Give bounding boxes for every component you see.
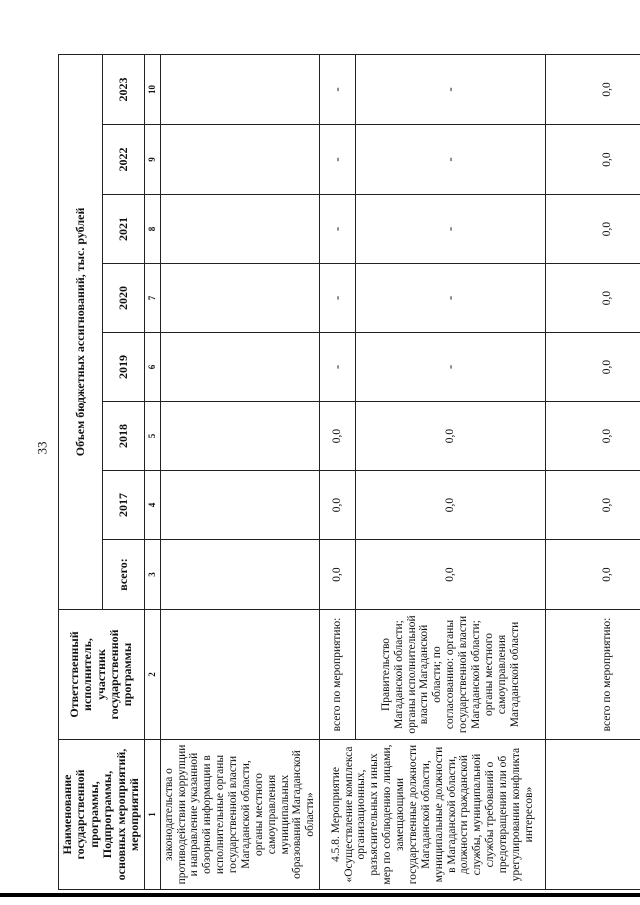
header-year: 2017 <box>102 471 144 540</box>
row-value: - <box>356 125 546 195</box>
table-row <box>160 54 320 889</box>
row-value <box>160 540 320 610</box>
table-row <box>546 54 640 889</box>
row-name: законодательства о противодействии коррупции и направление указанной обзорной информации в исполнительные органы государственной власти Магаданской области, органы местного самоуправления муниципальных образований Магаданской области» <box>160 740 320 890</box>
col-number: 3 <box>144 540 160 610</box>
bottom-rule <box>0 893 640 897</box>
row-value <box>160 195 320 264</box>
row-value: 0,0 <box>320 471 356 540</box>
row-value: 0,0 <box>320 402 356 471</box>
row-value: 0,0 <box>546 540 640 610</box>
col-number: 4 <box>144 471 160 540</box>
header-year: 2018 <box>102 402 144 471</box>
header-year: 2020 <box>102 264 144 333</box>
row-value: - <box>356 54 546 124</box>
col-number: 10 <box>144 54 160 124</box>
header-budget: Объем бюджетных ассигнований, тыс. рублей <box>59 54 103 609</box>
row-value: 0,0 <box>546 402 640 471</box>
row-executor-total: всего по мероприятию: <box>320 610 356 740</box>
row-value <box>160 264 320 333</box>
row-value <box>160 54 320 124</box>
col-number: 9 <box>144 125 160 195</box>
column-number-row <box>144 54 160 889</box>
header-year: 2021 <box>102 195 144 264</box>
page-number: 33 <box>34 441 50 455</box>
row-value: 0,0 <box>546 264 640 333</box>
budget-table <box>58 54 640 890</box>
row-value <box>160 333 320 402</box>
header-total: всего: <box>102 540 144 610</box>
row-value: - <box>356 195 546 264</box>
col-number: 8 <box>144 195 160 264</box>
header-executor: Ответственный исполнитель, участник государственной программы <box>59 610 145 740</box>
budget-table-container <box>58 55 638 890</box>
col-number: 6 <box>144 333 160 402</box>
col-number: 7 <box>144 264 160 333</box>
row-value: - <box>320 195 356 264</box>
row-value <box>160 471 320 540</box>
row-value: 0,0 <box>320 540 356 610</box>
row-value: - <box>356 264 546 333</box>
row-executor: Правительство Магаданской области; органы исполнительной власти Магаданской области; по согласованию: органы государственной власти Магаданской области; органы местного самоуправления Магаданской области <box>356 610 546 740</box>
row-value: 0,0 <box>356 471 546 540</box>
row-value: - <box>320 125 356 195</box>
row-value: - <box>320 54 356 124</box>
row-executor-total: всего по мероприятию: <box>546 610 640 740</box>
row-value: 0,0 <box>546 471 640 540</box>
row-value: - <box>320 264 356 333</box>
row-name: 4.5.8. Мероприятие «Осуществление комплекса организационных, разъяснительных и иных мер по соблюдению лицами, замещающими государственные должности Магаданской области, муниципальные должности в Магаданской области, должности гражданской службы, муниципальной службы требований о предотвращении или об урегулировании конфликта интересов» <box>320 740 546 890</box>
row-value: - <box>356 333 546 402</box>
row-value: 0,0 <box>546 333 640 402</box>
header-year: 2023 <box>102 54 144 124</box>
row-value <box>160 402 320 471</box>
table-row <box>320 54 356 889</box>
header-year: 2019 <box>102 333 144 402</box>
header-name: Наименование государственной программы, Подпрограммы, основных мероприятий, мероприятий <box>59 740 145 890</box>
row-value: 0,0 <box>356 402 546 471</box>
row-value: - <box>320 333 356 402</box>
row-value <box>160 125 320 195</box>
row-value: 0,0 <box>356 540 546 610</box>
row-name <box>546 740 640 890</box>
row-executor <box>160 610 320 740</box>
header-year: 2022 <box>102 125 144 195</box>
rotated-table <box>58 55 638 890</box>
col-number: 5 <box>144 402 160 471</box>
row-value: 0,0 <box>546 54 640 124</box>
col-number: 1 <box>144 740 160 890</box>
row-value: 0,0 <box>546 195 640 264</box>
col-number: 2 <box>144 610 160 740</box>
row-value: 0,0 <box>546 125 640 195</box>
